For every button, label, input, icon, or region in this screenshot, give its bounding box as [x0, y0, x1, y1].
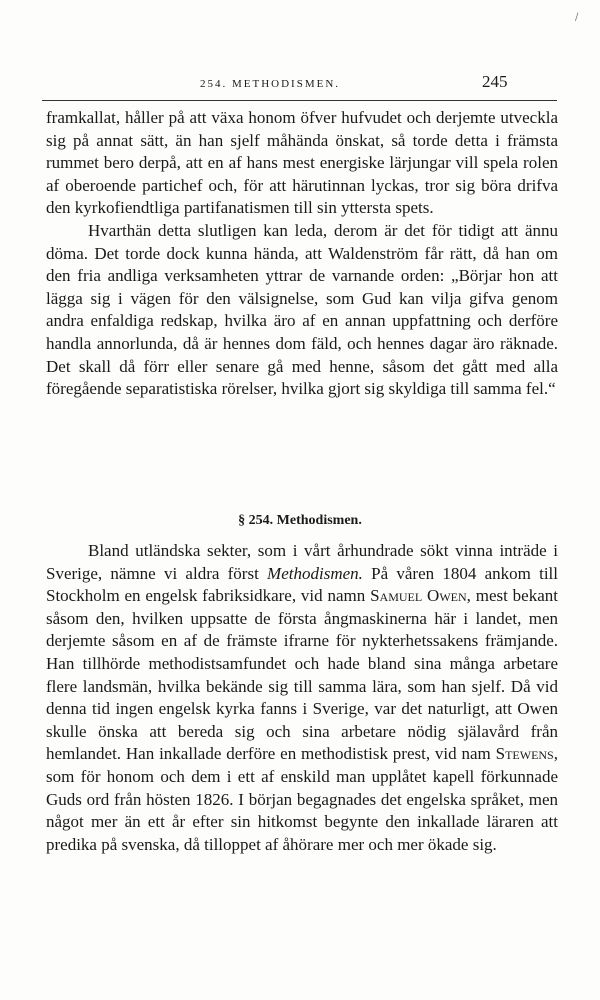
paragraph-continued: framkallat, håller på att växa honom öfver hufvudet och derjemte utveckla sig på annat sätt, än han sjelf måhända önskat, så torde detta i främsta rummet bero derpå, att en af hans mest energiske lärjungar vill spela rolen af oberoende partichef och, för att härutinnan lyckas, tror sig böra drifva den kyrkofiendtliga partifanatismen till sin yttersta spets.	[46, 108, 558, 218]
text-block-top	[46, 107, 558, 401]
paragraph-methodism	[46, 540, 558, 856]
text-block-bottom	[46, 540, 558, 856]
running-head: 254. METHODISMEN.	[200, 78, 341, 90]
paragraph-methodism-text-1: Bland utländska sekter, som i vårt århundrade sökt vinna inträde i Sverige, nämne vi aldra först	[46, 541, 558, 583]
page-number: 245	[482, 72, 508, 91]
term-methodismen: Methodismen.	[267, 563, 363, 583]
name-stewens: Stewens	[495, 744, 554, 764]
scan-mark: /	[575, 12, 579, 23]
paragraph-methodism-text-3: , mest bekant såsom den, hvilken uppsatte de första ångmaskinerna här i landet, men derjemte såsom en af de främste ifrarne för nykterhetssakens främjande. Han tillhörde methodistsamfundet och hade bland sina många arbetare flere landsmän, hvilka bekände sig till samma lära, som han sjelf. Då vid denna tid ingen engelsk kyrka fanns i Sverige, var det naturligt, att Owen skulle önska att bereda sig och sina arbetare nödig själavård från hemlandet. Han inkallade derföre en methodistisk prest, vid nam	[46, 586, 559, 764]
header-rule	[42, 100, 557, 101]
name-samuel-owen: Samuel Owen	[370, 586, 467, 606]
paragraph-waldenstrom: Hvarthän detta slutligen kan leda, derom är det för tidigt att ännu döma. Det torde dock kunna hända, att Waldenström får rätt, då han om den fria andliga verksamheten yttrar de varnande orden: „Börjar hon att lägga sig i vägen för den välsignelse, som Gud kan vilja gifva genom andra enfaldiga redskap, hvilka äro af en annan uppfattning och derföre handla annorlunda, då är hennes dom fäld, och hennes dagar äro räknade. Det skall då förr eller senare gå med henne, såsom det gått med alla föregående separatistiska rörelser, hvilka gjort sig skyldiga till samma fel.“	[46, 220, 558, 399]
paragraph-methodism-text-4: , som för honom och dem i ett af enskild man upplåtet kapell förkunnade Guds ord från hösten 1826. I början begagnades det engelska språket, men något mer än ett år efter sin hitkomst begynte den inkallade läraren att predika på svenska, då tilloppet af åhörare mer och mer ökade sig.	[46, 744, 558, 854]
paragraph-methodism-text-2: På våren 1804 ankom till Stockholm en engelsk fabriksidkare, vid namn	[46, 563, 558, 606]
section-heading: § 254. Methodismen.	[238, 513, 362, 528]
